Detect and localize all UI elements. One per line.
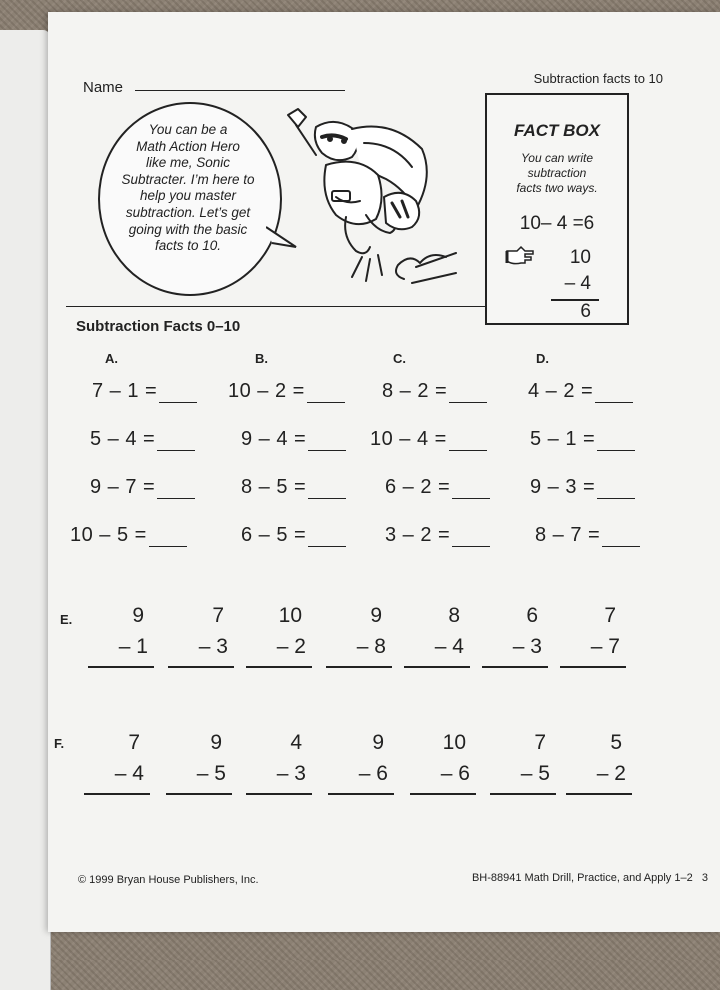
problem — [90, 476, 195, 499]
problem-text: 6 – 2 = — [385, 476, 451, 498]
answer-line[interactable] — [482, 666, 548, 668]
fact-box-answer-rule — [551, 299, 599, 301]
problem — [370, 428, 487, 451]
bubble-line: help you master — [139, 188, 237, 204]
answer-line[interactable] — [246, 666, 312, 668]
answer-blank[interactable] — [449, 384, 487, 403]
book-title: BH-88941 Math Drill, Practice, and Apply 1–2 — [471, 872, 693, 884]
subtrahend: – 5 — [196, 762, 226, 785]
answer-blank[interactable] — [602, 528, 640, 547]
minuend: 9 — [210, 731, 222, 754]
fact-box-text-line: You can write — [520, 151, 594, 165]
bubble-line: Math Action Hero — [136, 138, 240, 154]
answer-line[interactable] — [404, 666, 470, 668]
subtrahend: – 2 — [276, 635, 306, 658]
answer-line[interactable] — [326, 666, 392, 668]
problem-text: 10 – 5 = — [70, 524, 147, 546]
problem-text: 9 – 4 = — [241, 428, 307, 450]
answer-line[interactable] — [246, 793, 312, 795]
row-label-f: F. — [54, 736, 65, 751]
problem — [241, 428, 346, 451]
minuend: 5 — [610, 731, 622, 754]
minuend: 10 — [278, 604, 302, 627]
problem — [528, 380, 633, 403]
problem-text: 4 – 2 = — [528, 380, 594, 402]
problem — [90, 428, 195, 451]
problem — [228, 380, 345, 403]
minuend: 7 — [212, 604, 224, 627]
column-label-a: A. — [105, 351, 118, 366]
problem-text: 9 – 7 = — [90, 476, 156, 498]
footer-book-info — [472, 872, 708, 884]
problem-text: 8 – 2 = — [382, 380, 448, 402]
fact-box-vertical-bottom: – 4 — [564, 273, 591, 294]
subtrahend: – 5 — [520, 762, 550, 785]
bubble-line: facts to 10. — [154, 238, 222, 254]
fact-box — [485, 93, 629, 325]
answer-line[interactable] — [560, 666, 626, 668]
problem — [241, 524, 346, 547]
minuend: 9 — [372, 731, 384, 754]
row-label-e: E. — [60, 612, 73, 627]
problem — [535, 524, 640, 547]
facing-page-edge — [0, 30, 51, 990]
name-label: Name — [83, 79, 124, 96]
problem — [385, 524, 490, 547]
fact-box-title: FACT BOX — [514, 121, 600, 140]
fact-box-text-line: subtraction — [527, 166, 587, 180]
problem — [530, 476, 635, 499]
speech-bubble-text — [108, 122, 268, 255]
fact-box-horizontal-example: 10– 4 =6 — [519, 213, 595, 234]
answer-line[interactable] — [566, 793, 632, 795]
answer-line[interactable] — [84, 793, 150, 795]
problem-text: 8 – 5 = — [241, 476, 307, 498]
fact-box-vertical-answer: 6 — [580, 301, 591, 322]
bubble-line: going with the basic — [128, 221, 248, 237]
section-divider — [66, 306, 486, 307]
pointing-hand-icon — [505, 245, 535, 267]
answer-blank[interactable] — [597, 432, 635, 451]
problem — [70, 524, 187, 547]
answer-blank[interactable] — [159, 384, 197, 403]
subtrahend: – 4 — [434, 635, 464, 658]
answer-line[interactable] — [328, 793, 394, 795]
bubble-line: You can be a — [148, 122, 228, 137]
bubble-line: like me, Sonic — [145, 155, 231, 171]
answer-blank[interactable] — [452, 480, 490, 499]
problem-text: 6 – 5 = — [241, 524, 307, 546]
fact-box-text-line: facts two ways. — [516, 181, 598, 195]
minuend: 10 — [442, 731, 466, 754]
minuend: 7 — [128, 731, 140, 754]
column-label-d: D. — [536, 351, 549, 366]
answer-blank[interactable] — [307, 384, 345, 403]
problem-text: 5 – 1 = — [530, 428, 596, 450]
problem-text: 10 – 4 = — [370, 428, 447, 450]
problem — [382, 380, 487, 403]
answer-blank[interactable] — [157, 432, 195, 451]
minuend: 7 — [534, 731, 546, 754]
problem-text: 9 – 3 = — [530, 476, 596, 498]
problem-text: 3 – 2 = — [385, 524, 451, 546]
subtrahend: – 2 — [596, 762, 626, 785]
answer-blank[interactable] — [308, 528, 346, 547]
subtrahend: – 1 — [118, 635, 148, 658]
answer-blank[interactable] — [449, 432, 487, 451]
section-title: Subtraction Facts 0–10 — [76, 318, 241, 335]
minuend: 7 — [604, 604, 616, 627]
answer-line[interactable] — [166, 793, 232, 795]
minuend: 9 — [370, 604, 382, 627]
worksheet-page — [48, 12, 720, 932]
problem-text: 10 – 2 = — [228, 380, 305, 402]
fact-box-text — [497, 151, 617, 196]
subtrahend: – 4 — [114, 762, 144, 785]
answer-line[interactable] — [88, 666, 154, 668]
subtrahend: – 6 — [440, 762, 470, 785]
minuend: 9 — [132, 604, 144, 627]
raccoon-hero-illustration — [266, 107, 466, 302]
fact-box-vertical-top: 10 — [569, 247, 591, 268]
subtrahend: – 7 — [590, 635, 620, 658]
problem-text: 7 – 1 = — [92, 380, 158, 402]
page-topic: Subtraction facts to 10 — [533, 71, 663, 86]
problem-text: 8 – 7 = — [535, 524, 601, 546]
name-field-line[interactable] — [135, 90, 345, 91]
answer-line[interactable] — [490, 793, 556, 795]
column-label-b: B. — [255, 351, 268, 366]
problem — [530, 428, 635, 451]
subtrahend: – 8 — [356, 635, 386, 658]
answer-blank[interactable] — [149, 528, 187, 547]
subtrahend: – 6 — [358, 762, 388, 785]
answer-blank[interactable] — [597, 480, 635, 499]
problem-text: 5 – 4 = — [90, 428, 156, 450]
minuend: 4 — [290, 731, 302, 754]
bubble-line: Subtracter. I’m here to — [121, 171, 255, 187]
problem — [385, 476, 490, 499]
bubble-line: subtraction. Let’s get — [125, 204, 251, 220]
subtrahend: – 3 — [276, 762, 306, 785]
column-label-c: C. — [393, 351, 406, 366]
subtrahend: – 3 — [198, 635, 228, 658]
minuend: 8 — [448, 604, 460, 627]
subtrahend: – 3 — [512, 635, 542, 658]
problem — [92, 380, 197, 403]
answer-blank[interactable] — [308, 480, 346, 499]
answer-line[interactable] — [168, 666, 234, 668]
answer-blank[interactable] — [308, 432, 346, 451]
minuend: 6 — [526, 604, 538, 627]
page-number: 3 — [701, 872, 708, 884]
problem — [241, 476, 346, 499]
answer-blank[interactable] — [157, 480, 195, 499]
answer-blank[interactable] — [595, 384, 633, 403]
answer-line[interactable] — [410, 793, 476, 795]
answer-blank[interactable] — [452, 528, 490, 547]
copyright-notice: © 1999 Bryan House Publishers, Inc. — [78, 874, 259, 886]
